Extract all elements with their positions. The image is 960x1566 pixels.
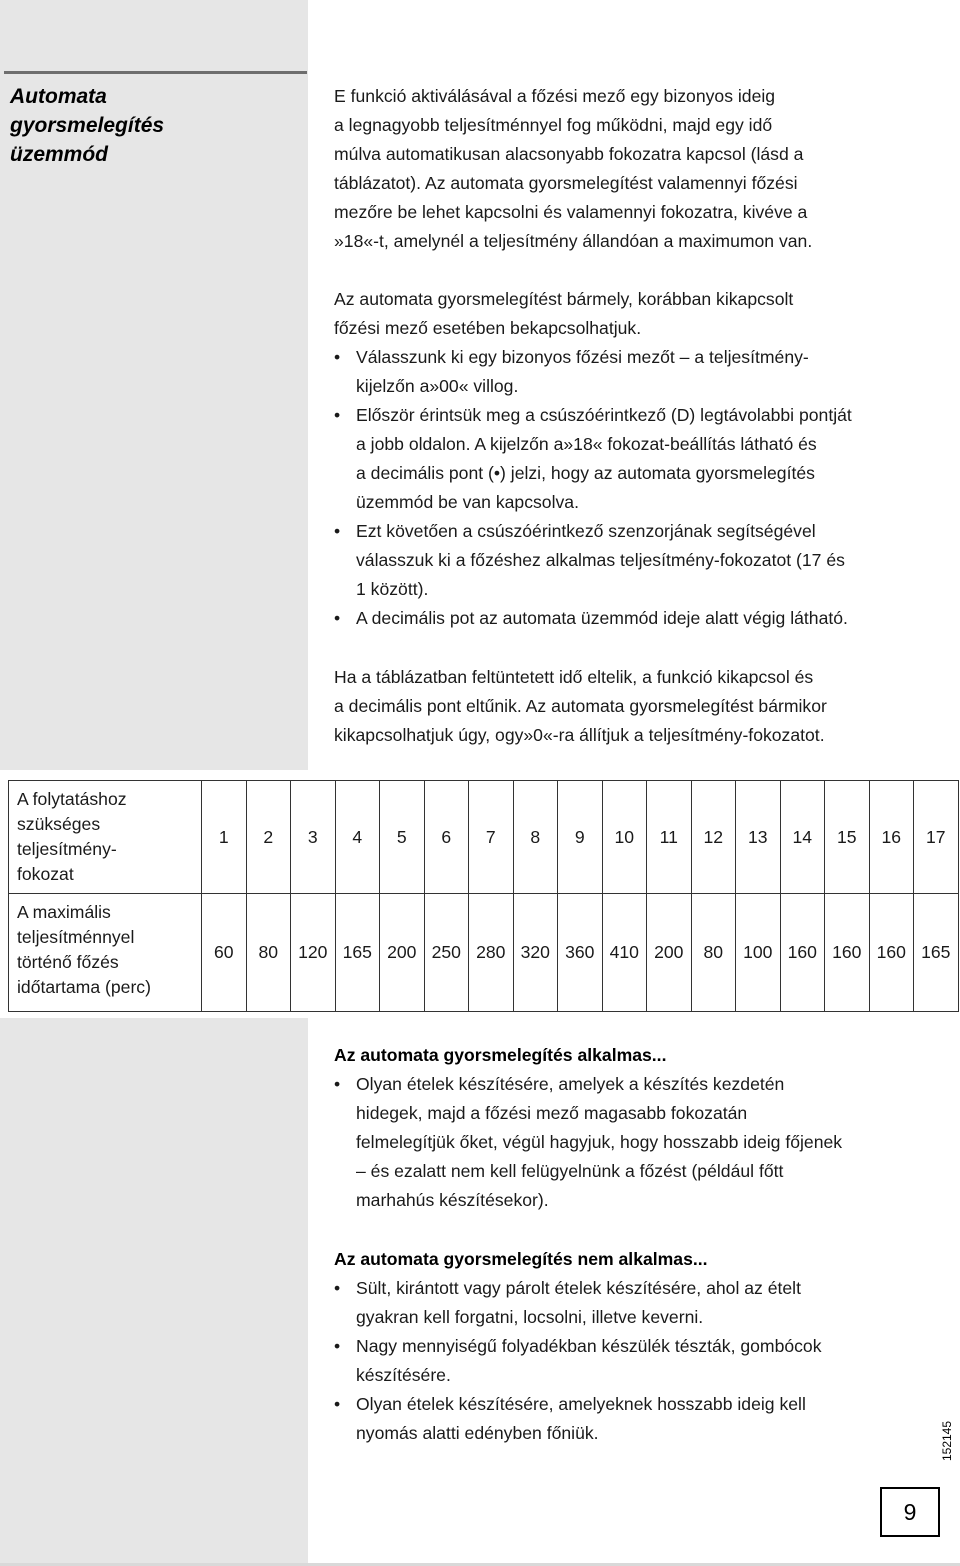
text-line: • Olyan ételek készítésére, amelyek a készítés kezdetén xyxy=(356,1074,785,1094)
duration-cell: 200 xyxy=(380,894,425,1012)
duration-cell: 80 xyxy=(246,894,291,1012)
list-item xyxy=(334,401,944,517)
list-item xyxy=(334,343,944,401)
text-line: kikapcsolhatjuk úgy, ogy»0«-ra állítjuk a teljesítmény-fokozatot. xyxy=(334,725,825,745)
text-line: teljesítménnyel xyxy=(17,927,135,947)
text-line: A folytatáshoz xyxy=(17,789,127,809)
level-cell: 12 xyxy=(691,781,736,894)
list-item xyxy=(334,1070,944,1215)
duration-cell: 360 xyxy=(558,894,603,1012)
duration-cell: 160 xyxy=(780,894,825,1012)
duration-cell: 280 xyxy=(469,894,514,1012)
level-cell: 1 xyxy=(202,781,247,894)
text-line: »18«-t, amelynél a teljesítmény állandóan a maximumon van. xyxy=(334,231,813,251)
power-table-area xyxy=(0,770,960,1018)
duration-cell: 80 xyxy=(691,894,736,1012)
level-cell: 6 xyxy=(424,781,469,894)
duration-cell: 160 xyxy=(825,894,870,1012)
text-line: a jobb oldalon. A kijelzőn a»18« fokozat-beállítás látható és xyxy=(356,434,817,454)
level-cell: 5 xyxy=(380,781,425,894)
text-line: múlva automatikusan alacsonyabb fokozatra kapcsol (lásd a xyxy=(334,144,804,164)
text-line: E funkció aktiválásával a főzési mező egy bizonyos ideig xyxy=(334,86,776,106)
power-level-table xyxy=(8,780,959,1012)
text-line: időtartama (perc) xyxy=(17,977,151,997)
duration-cell: 410 xyxy=(602,894,647,1012)
level-cell: 16 xyxy=(869,781,914,894)
text-line: marhahús készítésekor). xyxy=(356,1190,549,1210)
text-line: • Olyan ételek készítésére, amelyeknek hosszabb ideig kell xyxy=(356,1394,806,1414)
text-line: • A decimális pot az automata üzemmód ideje alatt végig látható. xyxy=(356,608,848,628)
level-cell: 15 xyxy=(825,781,870,894)
level-cell: 2 xyxy=(246,781,291,894)
text-line: 1 között). xyxy=(356,579,429,599)
text-line: nyomás alatti edényben főniük. xyxy=(356,1423,599,1443)
list-item xyxy=(334,1332,944,1390)
duration-cell: 200 xyxy=(647,894,692,1012)
text-line: a decimális pont eltűnik. Az automata gyorsmelegítést bármikor xyxy=(334,696,827,716)
row-header-duration xyxy=(9,894,202,1012)
text-line: • Nagy mennyiségű folyadékban készülék tészták, gombócok xyxy=(356,1336,822,1356)
level-cell: 7 xyxy=(469,781,514,894)
level-cell: 8 xyxy=(513,781,558,894)
text-line: • Először érintsük meg a csúszóérintkező (D) legtávolabbi pontját xyxy=(356,405,852,425)
section-heading: Az automata gyorsmelegítés nem alkalmas... xyxy=(334,1249,708,1269)
level-cell: 10 xyxy=(602,781,647,894)
text-line: válasszuk ki a főzéshez alkalmas teljesítmény-fokozatot (17 és xyxy=(356,550,845,570)
activation-steps xyxy=(334,343,944,633)
level-cell: 17 xyxy=(914,781,959,894)
text-line: • Ezt követően a csúszóérintkező szenzorjának segítségével xyxy=(356,521,816,541)
activation-section xyxy=(334,285,944,633)
section-title-line: Automata xyxy=(10,85,107,108)
list-item xyxy=(334,517,944,604)
suitable-section xyxy=(334,1041,944,1215)
list-item xyxy=(334,1390,944,1448)
sidebar-rule xyxy=(4,71,307,74)
duration-cell: 100 xyxy=(736,894,781,1012)
text-line: táblázatot). Az automata gyorsmelegítést valamennyi főzési xyxy=(334,173,798,193)
text-line: A maximális xyxy=(17,902,111,922)
duration-cell: 120 xyxy=(291,894,336,1012)
text-line: a legnagyobb teljesítménnyel fog működni, majd egy idő xyxy=(334,115,773,135)
row-header-level xyxy=(9,781,202,894)
text-line: készítésére. xyxy=(356,1365,451,1385)
level-cell: 4 xyxy=(335,781,380,894)
text-line: üzemmód be van kapcsolva. xyxy=(356,492,579,512)
section-title-line: gyorsmelegítés xyxy=(10,114,165,137)
text-line: hidegek, majd a főzési mező magasabb fokozatán xyxy=(356,1103,748,1123)
page-number: 9 xyxy=(880,1487,940,1537)
text-line: a decimális pont (•) jelzi, hogy az automata gyorsmelegítés xyxy=(356,463,815,483)
suitable-list xyxy=(334,1070,944,1215)
text-line: fokozat xyxy=(17,864,74,884)
text-line: mezőre be lehet kapcsolni és valamennyi fokozatra, kivéve a xyxy=(334,202,808,222)
text-line: főzési mező esetében bekapcsolhatjuk. xyxy=(334,318,642,338)
level-cell: 14 xyxy=(780,781,825,894)
list-item xyxy=(334,604,944,633)
text-line: • Válasszunk ki egy bizonyos főzési mezőt – a teljesítmény- xyxy=(356,347,809,367)
table-row xyxy=(9,894,959,1012)
duration-cell: 60 xyxy=(202,894,247,1012)
level-cell: 3 xyxy=(291,781,336,894)
text-line: Ha a táblázatban feltüntetett idő eltelik, a funkció kikapcsol és xyxy=(334,667,814,687)
section-title-line: üzemmód xyxy=(10,143,109,166)
text-line: történő főzés xyxy=(17,952,119,972)
table-row xyxy=(9,781,959,894)
level-cell: 13 xyxy=(736,781,781,894)
level-cell: 9 xyxy=(558,781,603,894)
unsuitable-section xyxy=(334,1245,944,1448)
section-title xyxy=(10,82,300,169)
text-line: gyakran kell forgatni, locsolni, illetve keverni. xyxy=(356,1307,704,1327)
document-id xyxy=(941,1420,959,1470)
text-line: teljesítmény- xyxy=(17,839,117,859)
duration-cell: 165 xyxy=(335,894,380,1012)
duration-cell: 160 xyxy=(869,894,914,1012)
duration-cell: 165 xyxy=(914,894,959,1012)
intro-paragraph xyxy=(334,82,944,256)
text-line: • Sült, kirántott vagy párolt ételek készítésére, ahol az ételt xyxy=(356,1278,801,1298)
text-line: kijelzőn a»00« villog. xyxy=(356,376,519,396)
document-id-text: 152145 xyxy=(940,1420,955,1462)
section-heading: Az automata gyorsmelegítés alkalmas... xyxy=(334,1045,667,1065)
text-line: felmelegítjük őket, végül hagyjuk, hogy hosszabb ideig főjenek xyxy=(356,1132,843,1152)
unsuitable-list xyxy=(334,1274,944,1448)
text-line: – és ezalatt nem kell felügyelnünk a főzést (például főtt xyxy=(356,1161,784,1181)
level-cell: 11 xyxy=(647,781,692,894)
text-line: szükséges xyxy=(17,814,101,834)
list-item xyxy=(334,1274,944,1332)
duration-cell: 250 xyxy=(424,894,469,1012)
timeout-paragraph xyxy=(334,663,944,750)
text-line: Az automata gyorsmelegítést bármely, korábban kikapcsolt xyxy=(334,289,794,309)
duration-cell: 320 xyxy=(513,894,558,1012)
